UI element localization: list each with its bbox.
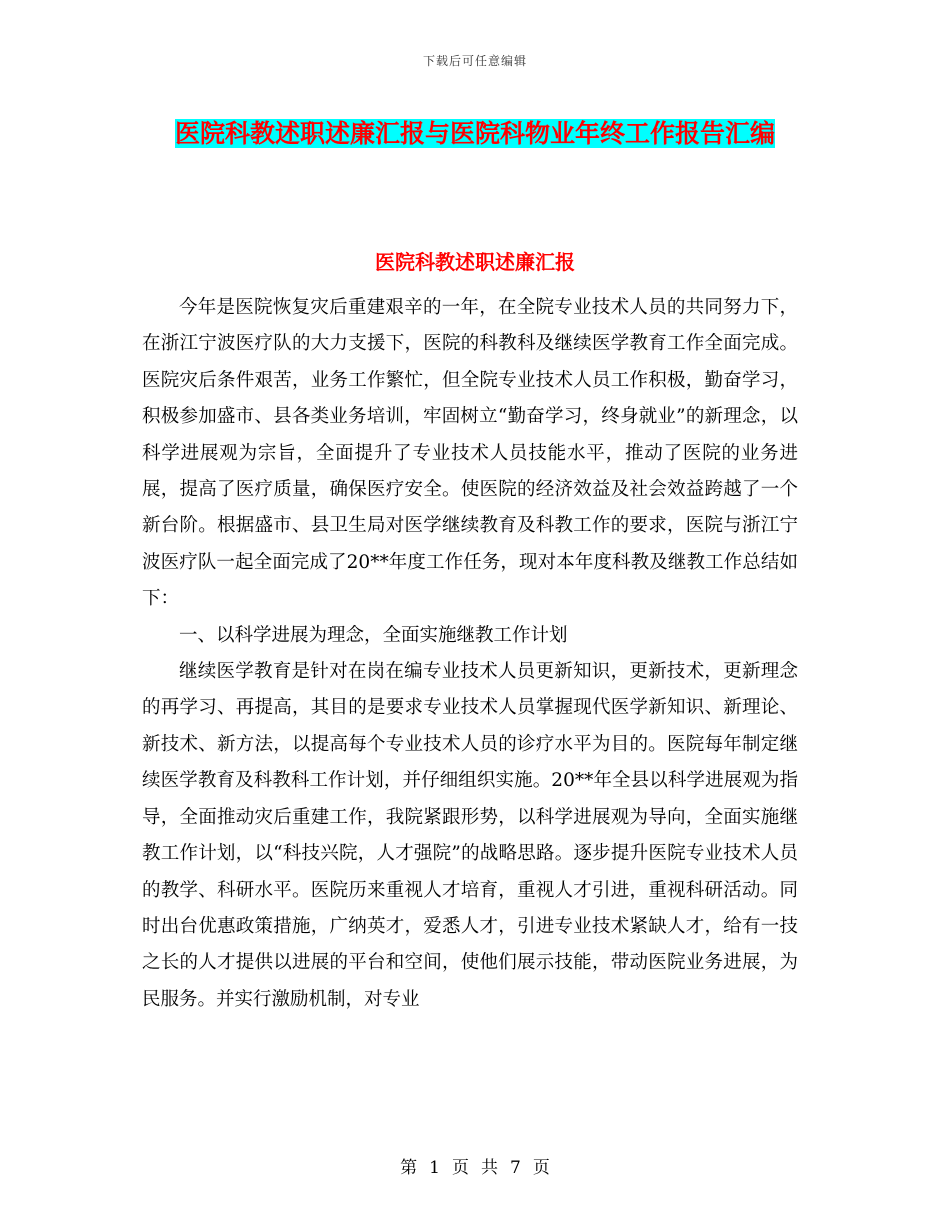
footer-current-page: 1: [429, 1158, 440, 1178]
header-note: 下载后可任意编辑: [422, 54, 527, 68]
paragraph-heading-one: 一、以科学进展为理念，全面实施继教工作计划: [179, 624, 568, 646]
document-body: [142, 290, 798, 1018]
footer-total-prefix: 共: [481, 1158, 498, 1178]
document-title: [140, 112, 810, 156]
section-title: 医院科教述职述廉汇报: [375, 250, 575, 274]
page-footer: [0, 1153, 950, 1178]
paragraph-intro: 今年是医院恢复灾后重建艰辛的一年，在全院专业技术人员的共同努力下，在浙江宁波医疗队的大力支援下，医院的科教科及继续医学教育工作全面完成。医院灾后条件艰苦，业务工作繁忙，但全院专业技术人员工作积极，勤奋学习，积极参加盛市、县各类业务培训，牢固树立“勤奋学习，终身就业”的新理念，以科学进展观为宗旨，全面提升了专业技术人员技能水平，推动了医院的业务进展，提高了医疗质量，确保医疗安全。使医院的经济效益及社会效益跨越了一个新台阶。根据盛市、县卫生局对医学继续教育及科教工作的要求，医院与浙江宁波医疗队一起全面完成了20**年度工作任务，现对本年度科教及继教工作总结如下：: [142, 297, 798, 610]
footer-total-pages: 7: [510, 1158, 521, 1178]
footer-suffix: 页: [532, 1158, 550, 1178]
footer-page-word: 页: [452, 1158, 469, 1178]
paragraph-continuing-education: 继续医学教育是针对在岗在编专业技术人员更新知识，更新技术，更新理念的再学习、再提高，其目的是要求专业技术人员掌握现代医学新知识、新理论、新技术、新方法，以提高每个专业技术人员的诊疗水平为目的。医院每年制定继续医学教育及科教科工作计划，并仔细组织实施。20**年全县以科学进展观为指导，全面推动灾后重建工作，我院紧跟形势，以科学进展观为导向，全面实施继教工作计划，以“科技兴院，人才强院”的战略思路。逐步提升医院专业技术人员的教学、科研水平。医院历来重视人才培育，重视人才引进，重视科研活动。同时出台优惠政策措施，广纳英才，爱悉人才，引进专业技术紧缺人才，给有一技之长的人才提供以进展的平台和空间，使他们展示技能，带动医院业务进展，为民服务。并实行激励机制，对专业: [142, 661, 798, 1010]
document-title-text: 医院科教述职述廉汇报与医院科物业年终工作报告汇编: [174, 119, 775, 148]
footer-prefix: 第: [400, 1158, 418, 1178]
